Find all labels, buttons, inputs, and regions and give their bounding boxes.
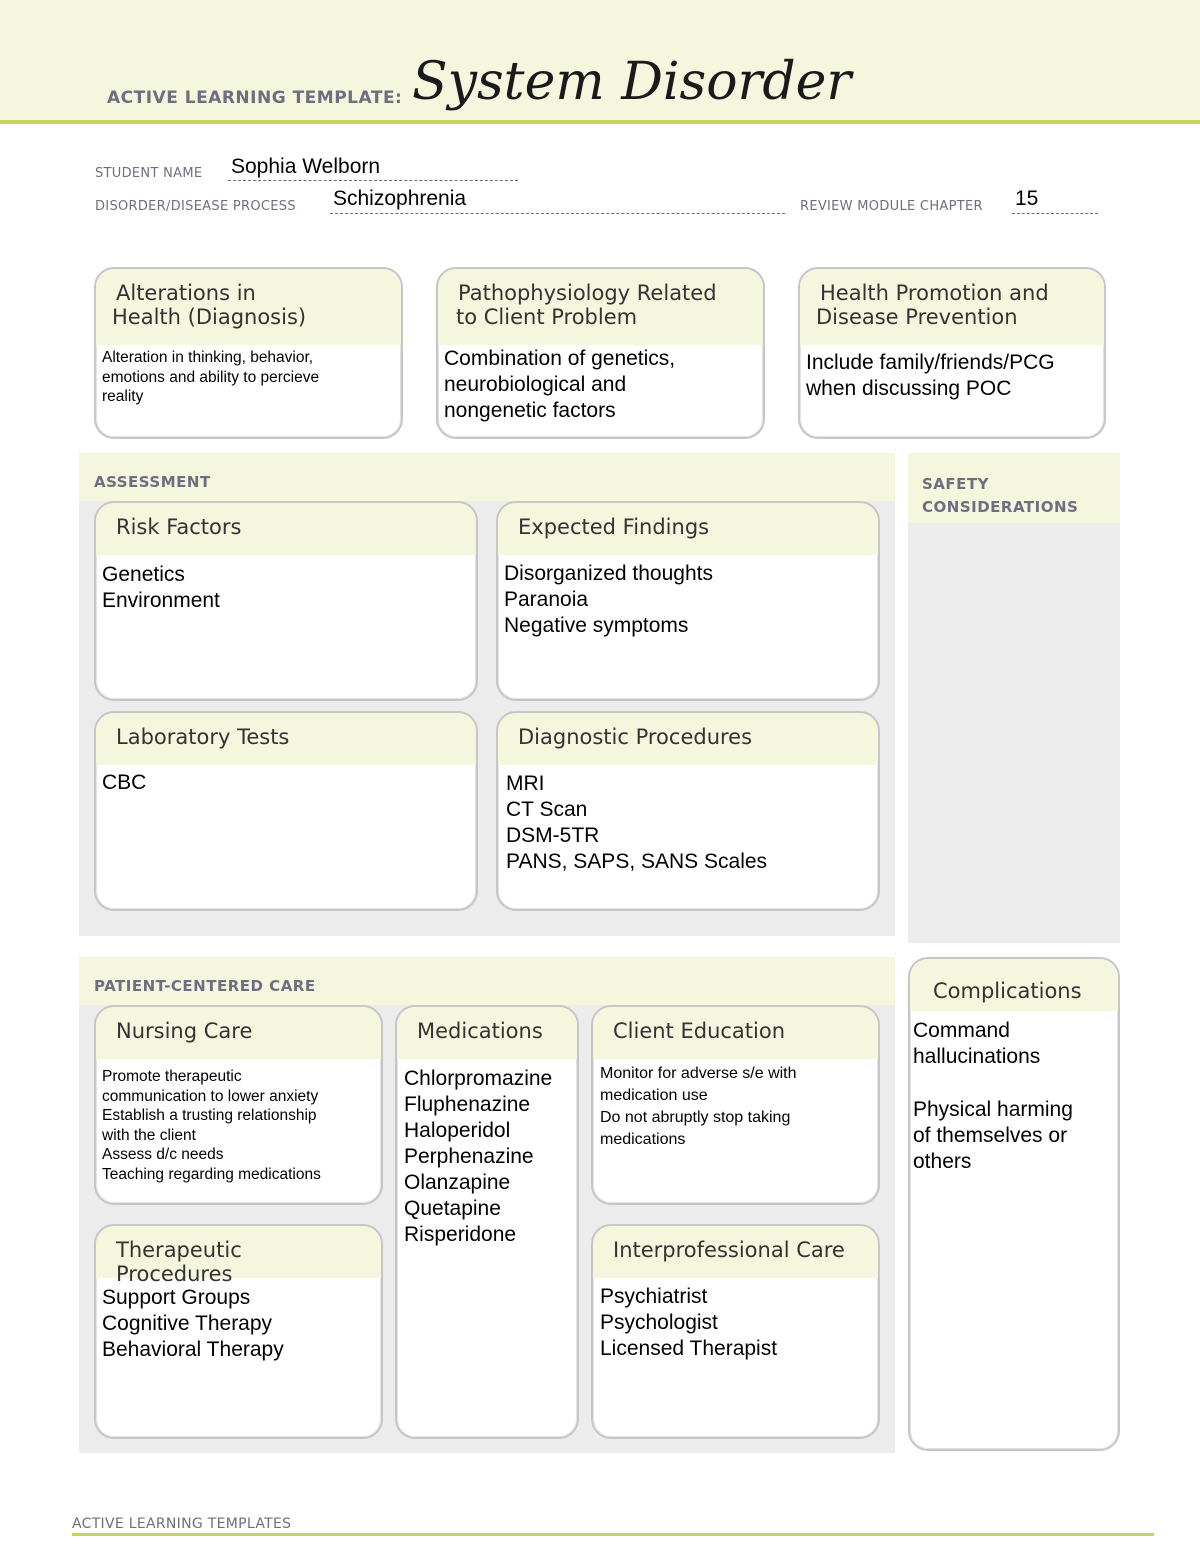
disorder-label: DISORDER/DISEASE PROCESS xyxy=(95,199,296,214)
health-promotion-header xyxy=(800,269,1104,345)
diagnostic-procedure-line: MRI xyxy=(506,772,545,795)
pathophysiology-title-line2: to Client Problem xyxy=(456,305,638,329)
complication-line xyxy=(913,1070,1112,1097)
pathophysiology-line: nongenetic factors xyxy=(444,399,616,422)
nursing-care-line: Establish a trusting relationship xyxy=(102,1107,317,1124)
diagnostic-procedure-line: CT Scan xyxy=(506,798,588,821)
nursing-care-line: Teaching regarding medications xyxy=(102,1165,321,1183)
medications-box xyxy=(395,1005,579,1439)
therapeutic-procedures-box xyxy=(94,1224,383,1439)
medications-content[interactable] xyxy=(397,1059,577,1248)
risk-factor-line: Environment xyxy=(102,589,220,612)
chapter-label: REVIEW MODULE CHAPTER xyxy=(800,199,983,214)
client-education-line: Do not abruptly stop taking xyxy=(600,1109,791,1126)
complication-line: hallucinations xyxy=(913,1045,1041,1068)
nursing-care-line: Assess d/c needs xyxy=(102,1146,224,1163)
health-promotion-line: Include family/friends/PCG xyxy=(806,351,1055,374)
medication-line: Haloperidol xyxy=(404,1119,511,1142)
expected-findings-content[interactable] xyxy=(498,555,878,639)
interprofessional-care-content[interactable] xyxy=(593,1278,878,1362)
complication-line: others xyxy=(913,1150,972,1173)
laboratory-test-line: CBC xyxy=(102,771,147,794)
health-promotion-content[interactable] xyxy=(800,345,1104,402)
footer-label: ACTIVE LEARNING TEMPLATES xyxy=(72,1516,292,1532)
interprofessional-care-line: Psychiatrist xyxy=(600,1285,708,1308)
complication-line: of themselves or xyxy=(913,1124,1068,1147)
nursing-care-content[interactable] xyxy=(96,1059,381,1184)
pathophysiology-content[interactable] xyxy=(438,345,763,424)
complication-line: Command xyxy=(913,1019,1010,1042)
laboratory-tests-title: Laboratory Tests xyxy=(96,713,476,765)
diagnostic-procedures-content[interactable] xyxy=(498,765,878,875)
disorder-field[interactable]: Schizophrenia xyxy=(333,187,467,210)
interprofessional-care-title: Interprofessional Care xyxy=(593,1226,878,1278)
complications-title: Complications xyxy=(910,959,1118,1011)
footer-rule xyxy=(72,1533,1154,1536)
client-education-title: Client Education xyxy=(593,1007,878,1059)
risk-factors-box xyxy=(94,501,478,701)
disorder-underline xyxy=(330,213,785,214)
pathophysiology-header xyxy=(438,269,763,345)
safety-label-line1: SAFETY xyxy=(922,475,989,493)
alterations-title-line2: Health (Diagnosis) xyxy=(112,305,307,329)
risk-factor-line: Genetics xyxy=(102,563,185,586)
medications-title: Medications xyxy=(397,1007,577,1059)
expected-finding-line: Negative symptoms xyxy=(504,614,689,637)
student-name-label: STUDENT NAME xyxy=(95,166,203,181)
therapeutic-procedure-line: Cognitive Therapy xyxy=(102,1312,273,1335)
client-education-box xyxy=(591,1005,880,1205)
diagnostic-procedure-line: DSM-5TR xyxy=(506,824,600,847)
medication-line: Quetapine xyxy=(404,1197,501,1220)
medication-line: Perphenazine xyxy=(404,1145,534,1168)
client-education-line: medication use xyxy=(600,1087,708,1104)
alterations-content[interactable] xyxy=(96,345,401,407)
alterations-line: reality xyxy=(102,388,144,405)
nursing-care-line: with the client xyxy=(102,1126,196,1144)
template-label: ACTIVE LEARNING TEMPLATE: xyxy=(107,88,403,108)
interprofessional-care-line: Psychologist xyxy=(600,1311,718,1334)
complication-line: Physical harming xyxy=(913,1098,1073,1121)
nursing-care-line: Promote therapeutic xyxy=(102,1068,242,1085)
safety-label xyxy=(922,473,1078,519)
diagnostic-procedure-line: PANS, SAPS, SANS Scales xyxy=(506,850,768,873)
medication-line: Chlorpromazine xyxy=(404,1067,553,1090)
pathophysiology-title-line1: Pathophysiology Related xyxy=(458,281,717,305)
expected-finding-line: Paranoia xyxy=(504,588,589,611)
nursing-care-line: communication to lower anxiety xyxy=(102,1087,319,1105)
nursing-care-title: Nursing Care xyxy=(96,1007,381,1059)
student-name-underline xyxy=(228,180,518,181)
health-promotion-title-line2: Disease Prevention xyxy=(816,305,1018,329)
alterations-line: Alteration in thinking, behavior, xyxy=(102,349,314,366)
complications-box xyxy=(908,957,1120,1451)
risk-factors-title: Risk Factors xyxy=(96,503,476,555)
patient-centered-care-label: PATIENT-CENTERED CARE xyxy=(94,977,316,995)
therapeutic-procedure-line: Support Groups xyxy=(102,1286,251,1309)
alterations-header xyxy=(96,269,401,345)
expected-findings-title: Expected Findings xyxy=(498,503,878,555)
health-promotion-title-line1: Health Promotion and xyxy=(820,281,1049,305)
therapeutic-procedure-line: Behavioral Therapy xyxy=(102,1338,284,1361)
alterations-title-line1: Alterations in xyxy=(116,281,256,305)
safety-label-line2: CONSIDERATIONS xyxy=(922,498,1079,516)
therapeutic-procedures-content[interactable] xyxy=(96,1278,381,1363)
laboratory-tests-content[interactable] xyxy=(96,765,476,796)
medication-line: Fluphenazine xyxy=(404,1093,531,1116)
diagnostic-procedures-title: Diagnostic Procedures xyxy=(498,713,878,765)
chapter-underline xyxy=(1012,213,1098,214)
client-education-line: medications xyxy=(600,1131,686,1148)
student-name-field[interactable]: Sophia Welborn xyxy=(231,155,381,178)
medication-line: Risperidone xyxy=(404,1223,517,1246)
health-promotion-line: when discussing POC xyxy=(806,377,1012,400)
laboratory-tests-box xyxy=(94,711,478,911)
chapter-field[interactable]: 15 xyxy=(1015,187,1039,210)
pathophysiology-line: neurobiological and xyxy=(444,373,627,396)
medication-line: Olanzapine xyxy=(404,1171,511,1194)
alterations-box xyxy=(94,267,403,439)
interprofessional-care-box xyxy=(591,1224,880,1439)
pathophysiology-box xyxy=(436,267,765,439)
assessment-label: ASSESSMENT xyxy=(94,473,211,491)
pathophysiology-line: Combination of genetics, xyxy=(444,347,676,370)
expected-findings-box xyxy=(496,501,880,701)
nursing-care-box xyxy=(94,1005,383,1205)
template-title: System Disorder xyxy=(412,52,852,112)
client-education-content[interactable] xyxy=(593,1059,878,1151)
diagnostic-procedures-box xyxy=(496,711,880,911)
client-education-line: Monitor for adverse s/e with xyxy=(600,1065,797,1082)
risk-factors-content[interactable] xyxy=(96,555,476,614)
health-promotion-box xyxy=(798,267,1106,439)
expected-finding-line: Disorganized thoughts xyxy=(504,562,713,585)
safety-panel[interactable] xyxy=(908,453,1120,943)
interprofessional-care-line: Licensed Therapist xyxy=(600,1337,778,1360)
therapeutic-procedures-title: Therapeutic Procedures xyxy=(96,1226,381,1278)
alterations-line: emotions and ability to percieve xyxy=(102,368,320,386)
complications-content[interactable] xyxy=(910,1011,1118,1175)
